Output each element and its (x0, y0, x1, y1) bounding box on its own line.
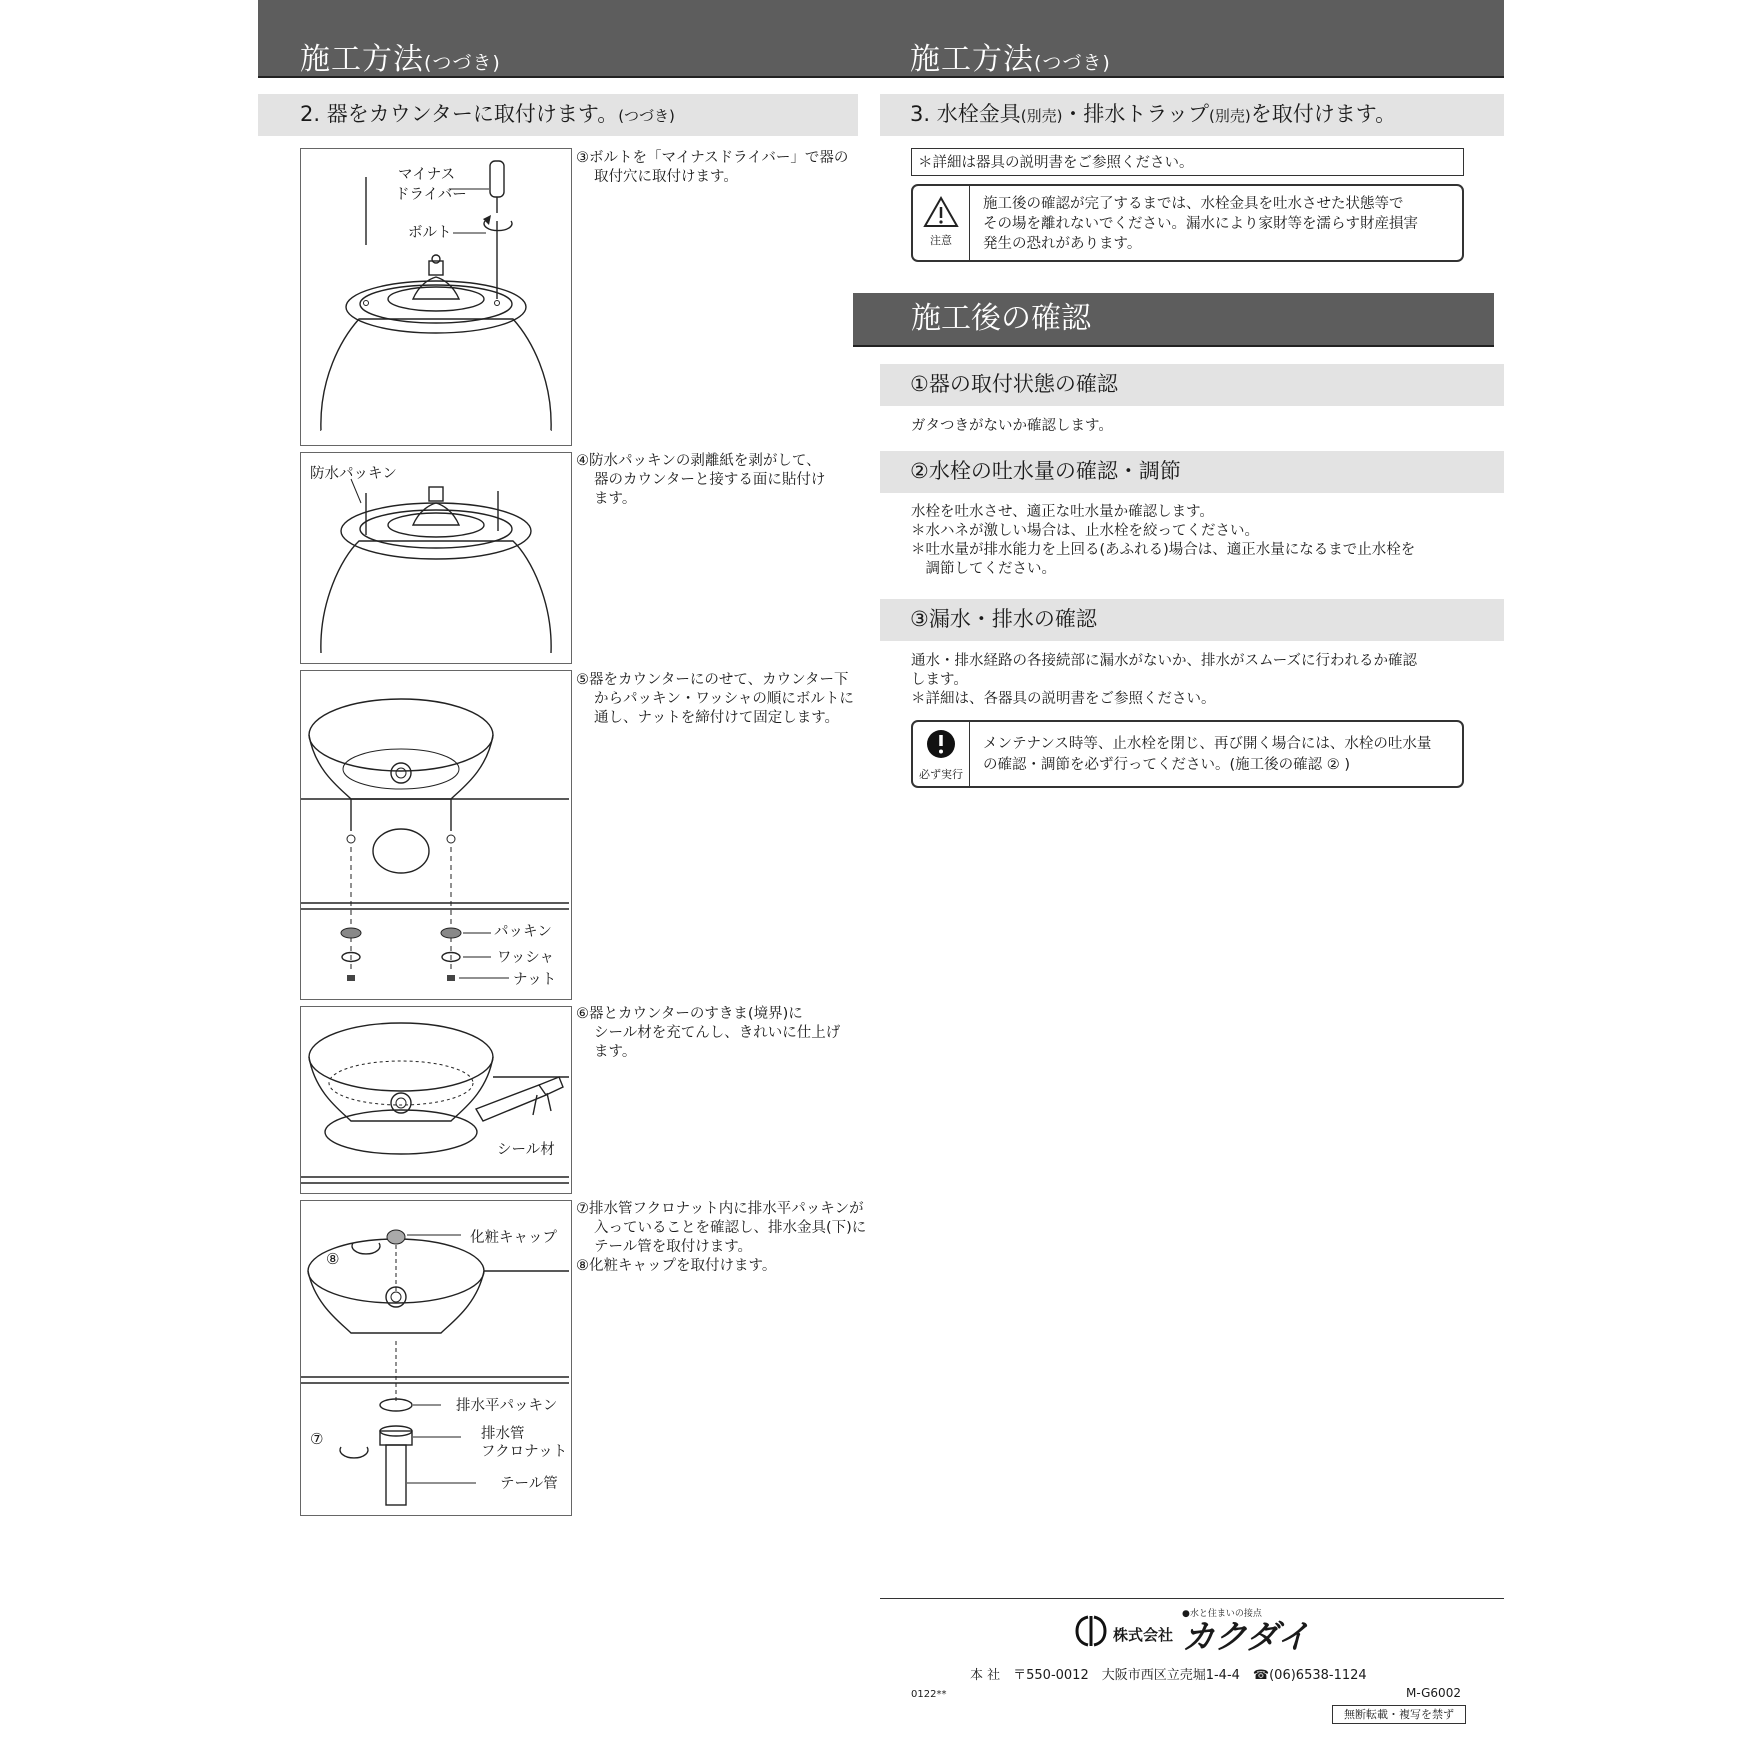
left-page-title: 施工方法(つづき) (300, 42, 501, 77)
label-driver: ドライバー (395, 187, 467, 203)
figure-step7-8 (300, 1200, 572, 1516)
step4-text: ④防水パッキンの剥離紙を剥がして、 器のカウンターと接する面に貼付け ます。 (576, 453, 826, 507)
label-decor-cap: 化粧キャップ (470, 1230, 557, 1246)
check-item-1-heading: ①器の取付状態の確認 (880, 364, 1504, 406)
footer-divider (880, 1598, 1504, 1599)
step3-text: ③ボルトを「マイナスドライバー」で器の 取付穴に取付けます。 (576, 150, 849, 185)
label-step7-mark: ⑦ (310, 1430, 324, 1448)
exclamation-icon (913, 722, 969, 766)
label-tail-pipe: テール管 (500, 1476, 558, 1492)
label-sealant: シール材 (497, 1142, 555, 1158)
figure-step6 (300, 1006, 572, 1194)
label-step8-mark: ⑧ (326, 1250, 340, 1268)
caution-text: 施工後の確認が完了するまでは、水栓金具を吐水させた状態等で その場を離れないでください。漏水により家財等を濡らす財産損害 発生の恐れがあります。 (983, 196, 1418, 252)
post-install-check-title: 施工後の確認 (853, 293, 1494, 347)
must-do-text: メンテナンス時等、止水栓を閉じ、再び開く場合には、水栓の吐水量 の確認・調節を必ず行ってください。(施工後の確認 ② ) (983, 736, 1432, 773)
label-drain-pipe: 排水管 (481, 1426, 525, 1442)
check-item-3-heading: ③漏水・排水の確認 (880, 599, 1504, 641)
label-packing: パッキン (494, 924, 552, 940)
company-address: 本 社 〒550-0012 大阪市西区立売堀1-4-4 ☎(06)6538-1124 (970, 1668, 1367, 1683)
label-nut: ナット (513, 972, 557, 988)
must-do-icon-cell (913, 722, 970, 786)
check-item-2-text: 水栓を吐水させ、適正な吐水量か確認します。 ＊水ハネが激しい場合は、止水栓を絞ってください。 ＊吐水量が排水能力を上回る(あふれる)場合は、適正水量になるまで止水栓を 調節してください。 (911, 504, 1416, 577)
document-code: M-G6002 (1406, 1686, 1461, 1700)
company-logo-icon (1075, 1614, 1107, 1648)
top-header-bar (258, 0, 1504, 78)
company-name: カクダイ (1182, 1617, 1309, 1656)
print-code: 0122** (911, 1689, 947, 1700)
section-2-heading: 2. 器をカウンターに取付けます。(つづき) (258, 94, 858, 136)
warning-triangle-icon (913, 186, 969, 236)
check-item-2-heading: ②水栓の吐水量の確認・調節 (880, 451, 1504, 493)
note-box: ＊詳細は器具の説明書をご参照ください。 (911, 148, 1464, 176)
label-bag-nut: フクロナット (481, 1444, 568, 1460)
label-drain-flat-packing: 排水平パッキン (456, 1398, 558, 1414)
label-minus: マイナス (398, 167, 456, 183)
check-item-1-text: ガタつきがないか確認します。 (911, 418, 1113, 434)
company-tagline: ●水と住まいの接点 (1182, 1609, 1262, 1619)
caution-label: 注意 (930, 234, 952, 247)
label-washer: ワッシャ (497, 950, 554, 966)
copyright-notice: 無断転載・複写を禁ず (1332, 1705, 1466, 1724)
caution-box (911, 184, 1464, 262)
step6-text: ⑥器とカウンターのすきま(境界)に シール材を充てんし、きれいに仕上げ ます。 (576, 1006, 841, 1060)
right-page-title: 施工方法(つづき) (910, 42, 1111, 77)
label-waterproof-packing: 防水パッキン (310, 466, 397, 482)
caution-icon-cell (913, 186, 970, 260)
must-do-box (911, 720, 1464, 788)
step5-text: ⑤器をカウンターにのせて、カウンター下 からパッキン・ワッシャの順にボルトに 通し、ナットを締付けて固定します。 (576, 672, 854, 726)
step7-8-text: ⑦排水管フクロナット内に排水平パッキンが 入っていることを確認し、排水金具(下)に テール管を取付けます。 ⑧化粧キャップを取付けます。 (576, 1201, 867, 1274)
section-3-heading: 3. 水栓金具(別売)・排水トラップ(別売)を取付けます。 (880, 94, 1504, 136)
check-item-3-text: 通水・排水経路の各接続部に漏水がないか、排水がスムーズに行われるか確認 します。 ＊詳細は、各器具の説明書をご参照ください。 (911, 653, 1418, 707)
label-bolt: ボルト (408, 225, 452, 241)
company-prefix: 株式会社 (1113, 1626, 1174, 1644)
figure-step4 (300, 452, 572, 664)
must-do-label: 必ず実行 (919, 768, 963, 781)
